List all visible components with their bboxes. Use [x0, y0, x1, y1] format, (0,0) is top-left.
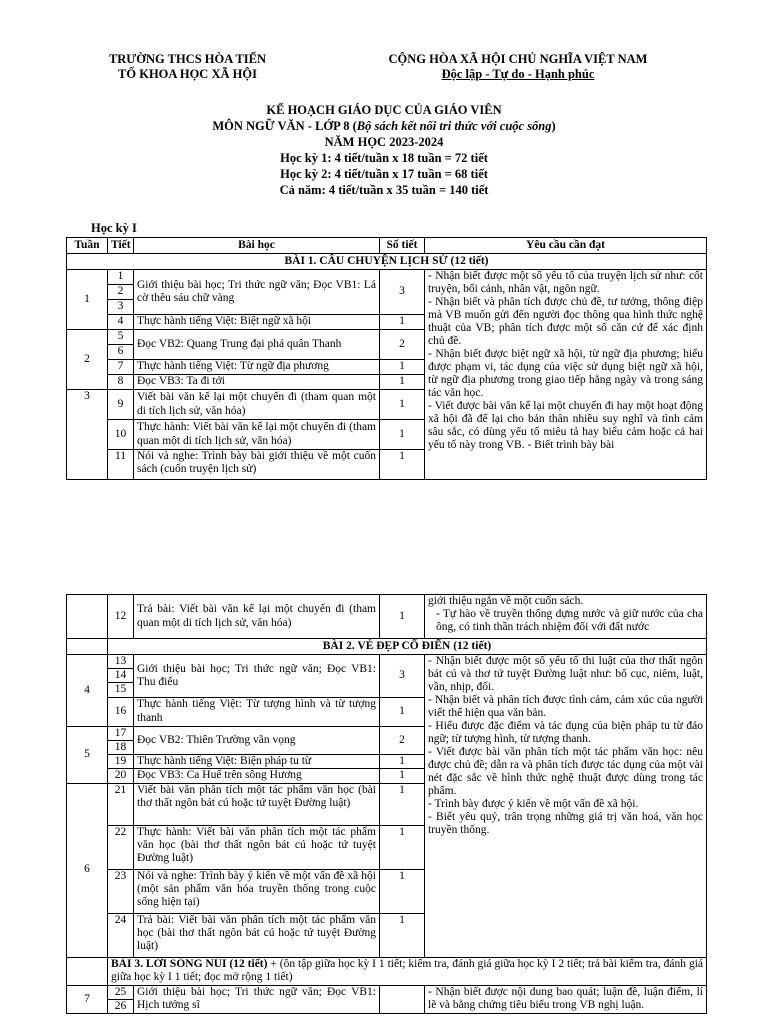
period-cell: 15 — [108, 683, 134, 697]
period-cell: 9 — [108, 390, 134, 420]
plan-table-page-1 — [66, 237, 707, 480]
period-cell: 8 — [108, 375, 134, 390]
table-header-row — [67, 238, 707, 254]
count-cell: 1 — [380, 595, 425, 639]
count-cell: 1 — [380, 869, 425, 913]
count-cell: 1 — [380, 450, 425, 480]
period-cell: 10 — [108, 420, 134, 450]
period-cell: 5 — [108, 330, 134, 345]
period-cell: 21 — [108, 783, 134, 825]
period-cell: 7 — [108, 360, 134, 375]
count-cell — [380, 985, 425, 1013]
period-cell: 25 — [108, 985, 134, 999]
requirements-cell — [425, 985, 707, 1013]
count-cell: 1 — [380, 755, 425, 769]
requirement-item: - Tự hào về truyền thống dựng nước và giữ nước của cha ông, có tinh thần trách nhiệm đối với đất nước — [436, 608, 703, 633]
week-cell: 4 — [67, 655, 108, 727]
count-cell: 1 — [380, 697, 425, 726]
section-title: BÀI 3. LỜI SÔNG NÚI (12 tiết) + (ôn tập giữa học kỳ I 1 tiết; kiểm tra, đánh giá giữa học kỳ I 2 tiết; trả bài kiểm tra, đánh giá giữa học kỳ I 1 tiết; đọc mở rộng 1 tiết) — [108, 957, 707, 985]
requirement-item: - Hiểu được đặc điểm và tác dụng của biện pháp tu từ đảo ngữ; từ tượng hình, từ tượng thanh. — [428, 720, 703, 745]
count-cell: 3 — [380, 270, 425, 315]
week-cell: 1 — [67, 270, 108, 330]
title-line-1: KẾ HOẠCH GIÁO DỤC CỦA GIÁO VIÊN — [266, 103, 502, 117]
lesson-cell: Viết bài văn kể lại một chuyến đi (tham quan một di tích lịch sử, văn hóa) — [134, 390, 380, 420]
period-cell: 24 — [108, 913, 134, 957]
period-cell: 12 — [108, 595, 134, 639]
motto: Độc lập - Tự do - Hạnh phúc — [441, 67, 595, 81]
period-cell: 1 — [108, 270, 134, 285]
requirement-item: - Nhận biết được một số yếu tố thi luật của thơ thất ngôn bát cú và thơ tứ tuyệt Đường luật như: bố cục, niêm, luật, vần, nhịp, đối. — [428, 655, 703, 693]
requirement-item: - Nhận biết và phân tích được tình cảm, cảm xúc của người viết thể hiện qua văn bản. — [428, 694, 703, 719]
semester-1-hours: Học kỳ 1: 4 tiết/tuần x 18 tuần = 72 tiết — [280, 151, 488, 165]
count-cell: 1 — [380, 390, 425, 420]
count-cell: 3 — [380, 655, 425, 698]
week-cell — [67, 595, 108, 639]
period-cell: 3 — [108, 300, 134, 315]
period-cell: 19 — [108, 755, 134, 769]
period-cell: 14 — [108, 669, 134, 683]
requirement-item: - Nhận biết và phân tích được chủ đề, tư tưởng, thông điệp mà VB muốn gửi đến người đọc thông qua hình thức nghệ thuật của VB; phân tích được một số căn cứ để xác định chủ đề. — [428, 296, 703, 347]
week-cell: 6 — [67, 783, 108, 957]
school-header — [75, 52, 300, 82]
col-period: Tiết — [108, 238, 134, 254]
week-cell: 2 — [67, 330, 108, 390]
department-name: TỔ KHOA HỌC XÃ HỘI — [118, 67, 257, 81]
count-cell: 1 — [380, 825, 425, 869]
count-cell: 1 — [380, 360, 425, 375]
requirement-item: - Nhận biết được nội dung bao quát; luận đề, luận điểm, lí lẽ và bằng chứng tiêu biểu trong VB nghị luận. — [428, 985, 703, 1011]
title-line-2: MÔN NGỮ VĂN - LỚP 8 (Bộ sách kết nối tri thức với cuộc sống) — [212, 119, 556, 133]
nation-header — [368, 52, 668, 82]
lesson-cell: Giới thiệu bài học; Tri thức ngữ văn; Đọc VB1: Lá cờ thêu sáu chữ vàng — [134, 270, 380, 315]
count-cell: 1 — [380, 315, 425, 330]
count-cell: 1 — [380, 420, 425, 450]
lesson-cell: Thực hành: Viết bài văn kể lại một chuyến đi (tham quan một di tích lịch sử, văn hóa) — [134, 420, 380, 450]
count-cell: 1 — [380, 783, 425, 825]
requirement-item: - Viết được bài văn kể lại một chuyến đi hay một hoạt động xã hội đã để lại cho bản thân nhiều suy nghĩ và tình cảm sâu sắc, có dùng yếu tố miêu tả hay biểu cảm hoặc cả hai yếu tố này trong VB. - Biết trình bày bài — [428, 400, 703, 451]
col-count: Số tiết — [380, 238, 425, 254]
col-requirements: Yêu cầu cần đạt — [425, 238, 707, 254]
lesson-cell: Đọc VB2: Quang Trung đại phá quân Thanh — [134, 330, 380, 360]
lesson-cell: Thực hành tiếng Việt: Từ tượng hình và từ tượng thanh — [134, 697, 380, 726]
lesson-cell: Nói và nghe: Trình bày ý kiến về một vấn đề xã hội (một sản phẩm văn hóa truyền thống trong cuộc sống hiện tại) — [134, 869, 380, 913]
lesson-cell: Đọc VB2: Thiên Trường vãn vọng — [134, 726, 380, 754]
period-cell: 18 — [108, 740, 134, 754]
requirements-cell — [425, 270, 707, 480]
semester-label: Học kỳ I — [91, 221, 137, 235]
document-title — [0, 103, 768, 199]
nation-name: CỘNG HÒA XÃ HỘI CHỦ NGHĨA VIỆT NAM — [388, 52, 648, 66]
requirement-item: - Viết được bài văn phân tích một tác phẩm văn học: nêu được chủ đề; dẫn ra và phân tích được tác dụng của một vài nét đặc sắc về hình thức nghệ thuật được dùng trong tác phẩm. — [428, 746, 703, 797]
lesson-cell: Thực hành tiếng Việt: Biện pháp tu từ — [134, 755, 380, 769]
col-lesson: Bài học — [134, 238, 380, 254]
count-cell: 2 — [380, 726, 425, 754]
lesson-cell: Đọc VB3: Ta đi tới — [134, 375, 380, 390]
lesson-cell: Trả bài: Viết bài văn phân tích một tác phẩm văn học (bài thơ thất ngôn bát cú hoặc tứ tuyệt Đường luật) — [134, 913, 380, 957]
week-cell: 7 — [67, 985, 108, 1013]
year-hours: Cả năm: 4 tiết/tuần x 35 tuần = 140 tiết — [279, 183, 489, 197]
period-cell: 13 — [108, 655, 134, 669]
section-title: BÀI 1. CÂU CHUYỆN LỊCH SỬ (12 tiết) — [67, 254, 707, 270]
section-title: BÀI 2. VẺ ĐẸP CỔ ĐIỂN (12 tiết) — [108, 639, 707, 655]
lesson-cell: Nói và nghe: Trình bày bài giới thiệu về một cuốn sách (cuốn truyện lịch sử) — [134, 450, 380, 480]
period-cell: 22 — [108, 825, 134, 869]
week-cell: 5 — [67, 726, 108, 783]
lesson-cell: Giới thiệu bài học; Tri thức ngữ văn; Đọc VB1: Thu điếu — [134, 655, 380, 698]
school-name: TRƯỜNG THCS HÒA TIẾN — [108, 52, 267, 66]
semester-2-hours: Học kỳ 2: 4 tiết/tuần x 17 tuần = 68 tiết — [280, 167, 488, 181]
period-cell: 2 — [108, 285, 134, 300]
requirement-item: - Trình bày được ý kiến về một vấn đề xã hội. — [428, 798, 639, 810]
lesson-cell: Giới thiệu bài học; Tri thức ngữ văn; Đọc VB1: Hịch tướng sĩ — [134, 985, 380, 1013]
plan-table-page-2 — [66, 594, 707, 1014]
requirement-item: - Biết yêu quý, trân trọng những giá trị văn hoá, văn học truyền thống. — [428, 811, 703, 836]
requirement-item: - Nhận biết được một số yếu tố của truyện lịch sử như: cốt truyện, bối cảnh, nhân vật, ngôn ngữ. — [428, 270, 703, 295]
period-cell: 4 — [108, 315, 134, 330]
requirement-item: giới thiệu ngắn về một cuốn sách. — [428, 595, 584, 607]
requirement-item: - Nhận biết được biệt ngữ xã hội, từ ngữ địa phương; hiểu được phạm vi, tác dụng của việc sử dụng biệt ngữ xã hội, từ ngữ địa phương trong giao tiếp hằng ngày và trong sáng tác văn học. — [428, 348, 703, 399]
lesson-cell: Viết bài văn phân tích một tác phẩm văn học (bài thơ thất ngôn bát cú hoặc tứ tuyệt Đường luật) — [134, 783, 380, 825]
period-cell: 20 — [108, 769, 134, 783]
count-cell: 2 — [380, 330, 425, 360]
count-cell: 1 — [380, 375, 425, 390]
period-cell: 17 — [108, 726, 134, 740]
period-cell: 16 — [108, 697, 134, 726]
week-cell: 3 — [67, 390, 108, 480]
period-cell: 23 — [108, 869, 134, 913]
school-year: NĂM HỌC 2023-2024 — [324, 135, 444, 149]
lesson-cell: Đọc VB3: Ca Huế trên sông Hương — [134, 769, 380, 783]
count-cell: 1 — [380, 913, 425, 957]
period-cell: 11 — [108, 450, 134, 480]
col-week: Tuần — [67, 238, 108, 254]
period-cell: 26 — [108, 999, 134, 1013]
period-cell: 6 — [108, 345, 134, 360]
lesson-cell: Trả bài: Viết bài văn kể lại một chuyến đi (tham quan một di tích lịch sử, văn hóa) — [134, 595, 380, 639]
requirements-cell — [425, 595, 707, 639]
requirements-cell — [425, 655, 707, 958]
lesson-cell: Thực hành tiếng Việt: Từ ngữ địa phương — [134, 360, 380, 375]
count-cell: 1 — [380, 769, 425, 783]
lesson-cell: Thực hành: Viết bài văn phân tích một tác phẩm văn học (bài thơ thất ngôn bát cú hoặc tứ tuyệt Đường luật) — [134, 825, 380, 869]
lesson-cell: Thực hành tiếng Việt: Biệt ngữ xã hội — [134, 315, 380, 330]
